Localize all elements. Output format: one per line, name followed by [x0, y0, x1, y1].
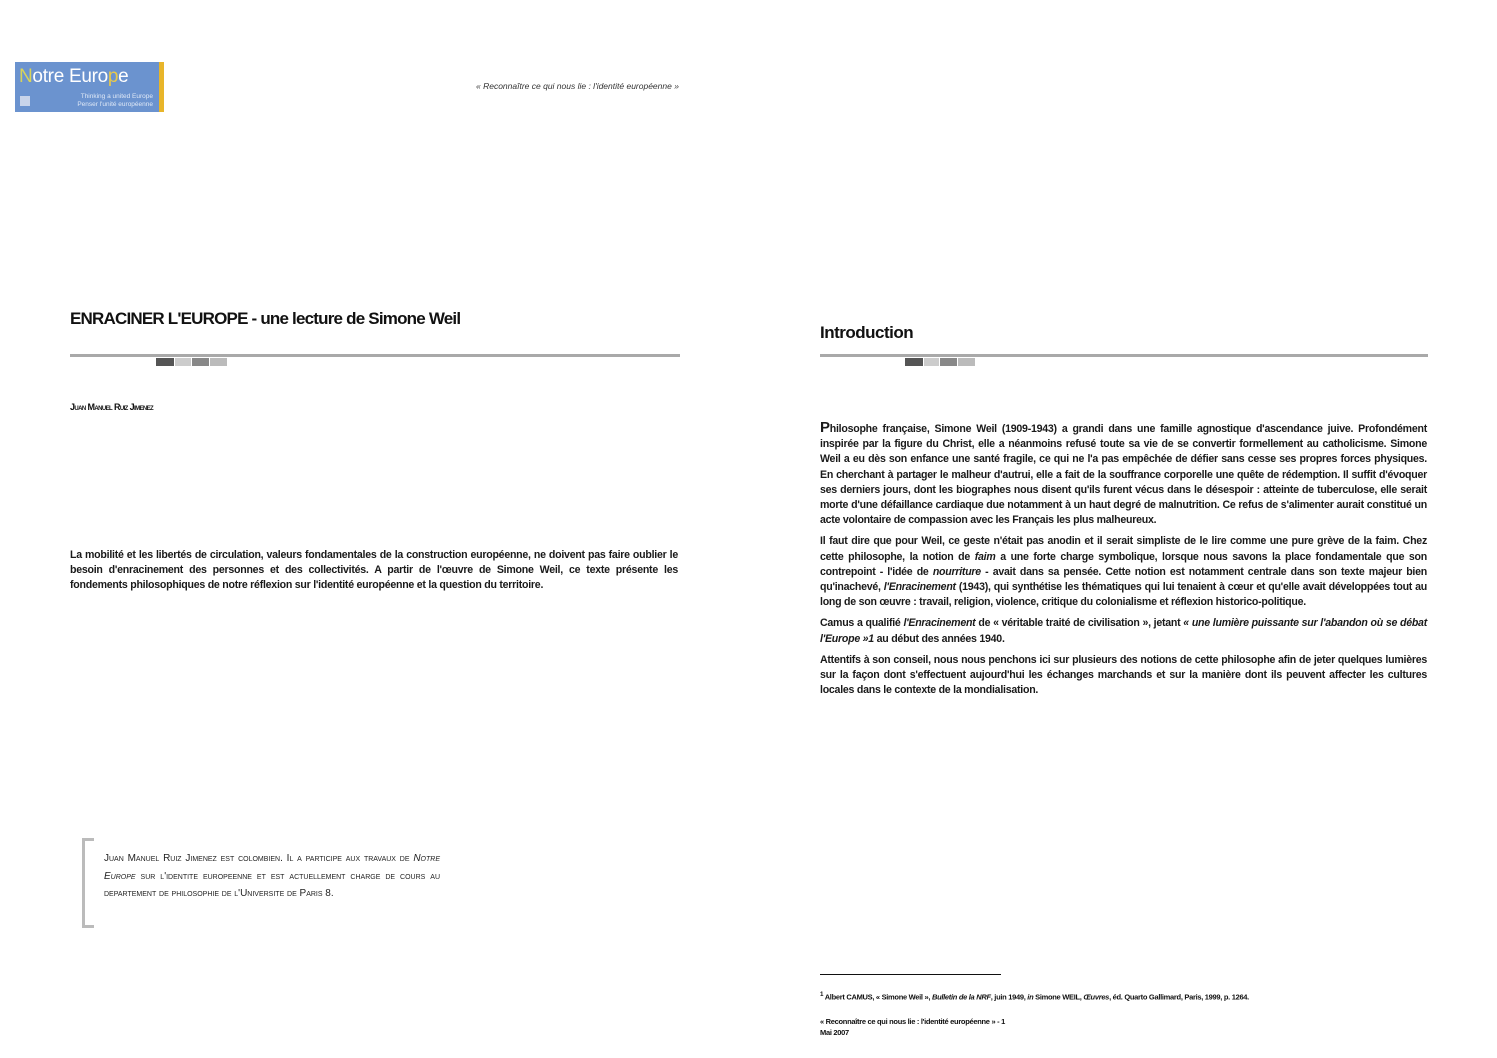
paragraph: Attentifs à son conseil, nous nous penchons ici sur plusieurs des notions de cette philosophe afin de jeter quelques lumières sur la façon dont s'effectuent aujourd'hui les échanges marchands et sur la manière dont ils peuvent affecter les cultures locales dans le contexte de la mondialisation.	[820, 653, 1427, 697]
logo-tagline-fr: Penser l'unité européenne	[77, 101, 153, 108]
divider-square	[940, 358, 957, 366]
heading-divider	[820, 354, 1428, 357]
section-heading: Introduction	[820, 323, 914, 342]
document-title: ENRACINER L'EUROPE - une lecture de Simone Weil	[70, 309, 461, 328]
abstract: La mobilité et les libertés de circulation, valeurs fondamentales de la construction européenne, ne doivent pas faire oublier le besoin d'enracinement des personnes et des collectivités. A partir de l'œuvre de Simone Weil, ce texte présente les fondements philosophiques de notre réflexion sur l'identité européenne et la question du territoire.	[70, 549, 678, 592]
footnote-ref[interactable]: 1	[868, 632, 874, 645]
footnote-rule	[820, 974, 1001, 975]
footnote: $^1$ Albert CAMUS, « Simone Weil », Bulletin de la NRF, juin 1949, in Simone WEIL, Œuvres, éd. Quarto Gallimard, Paris, 1999, p. 1264.	[820, 991, 1249, 1002]
divider-square	[175, 358, 191, 366]
intro-body	[820, 420, 1427, 704]
paragraph: Il faut dire que pour Weil, ce geste n'était pas anodin et il serait simpliste de le lire comme une pure grève de la faim. Chez cette philosophe, la notion de faim a une forte charge symbolique, lorsque nous savons la place fondamentale que son contrepoint - l'idée de nourriture - avait dans sa pensée. Cette notion est notamment centrale dans son texte majeur bien qu'inachevé, l'Enracinement (1943), qui synthétise les thématiques qui lui tenaient à cœur et qu'elle avait développées tout au long de son œuvre : travail, religion, violence, critique du colonialisme et réflexion historico-politique.	[820, 535, 1427, 609]
divider-square	[156, 358, 174, 366]
paragraph: Philosophe française, Simone Weil (1909-1943) a grandi dans une famille agnostique d'ascendance juive. Profondément inspirée par la figure du Christ, elle a néanmoins refusé toute sa vie de se convertir formellement au catholicisme. Simone Weil a eu dès son enfance une santé fragile, ce qui ne l'a pas empêchée de défier sans cesse ses propres forces physiques. En cherchant à partager le malheur d'autrui, elle a fait de la souffrance corporelle une quête de rédemption. Il suffit d'évoquer ses derniers jours, dont les biographes nous disent qu'ils furent vécus dans le désespoir : atteinte de tuberculose, elle serait morte d'une défaillance cardiaque due notamment à un haut degré de malnutrition. Ce refus de s'alimenter aurait constitué un acte volontaire de compassion avec les Français les plus malheureux.	[820, 419, 1427, 527]
page-footer: « Reconnaître ce qui nous lie : l'identité européenne » - 1 Mai 2007	[820, 1017, 1005, 1037]
notre-europe-logo: Notre Europe Thinking a united Europe Penser l'unité européenne	[15, 62, 164, 112]
logo-tagline-en: Thinking a united Europe	[80, 93, 153, 100]
paragraph: Camus a qualifié l'Enracinement de « véritable traité de civilisation », jetant « une lumière puissante sur l'abandon où se débat l'Europe »1 au début des années 1940.	[820, 617, 1427, 645]
bio-bracket	[82, 838, 94, 928]
divider-square	[905, 358, 923, 366]
divider-square	[192, 358, 209, 366]
author-bio: Juan Manuel Ruiz Jimenez est colombien. Il a participe aux travaux de Notre Europe sur l'identite europeenne et est actuellement charge de cours au departement de philosophie de l'Universite de Paris 8.	[104, 853, 440, 899]
divider-square	[958, 358, 975, 366]
divider-square	[210, 358, 227, 366]
title-divider	[70, 354, 680, 357]
running-header: « Reconnaître ce qui nous lie : l'identité européenne »	[476, 81, 679, 91]
author-name: Juan Manuel Ruiz Jimenez	[70, 402, 154, 412]
divider-square	[924, 358, 939, 366]
